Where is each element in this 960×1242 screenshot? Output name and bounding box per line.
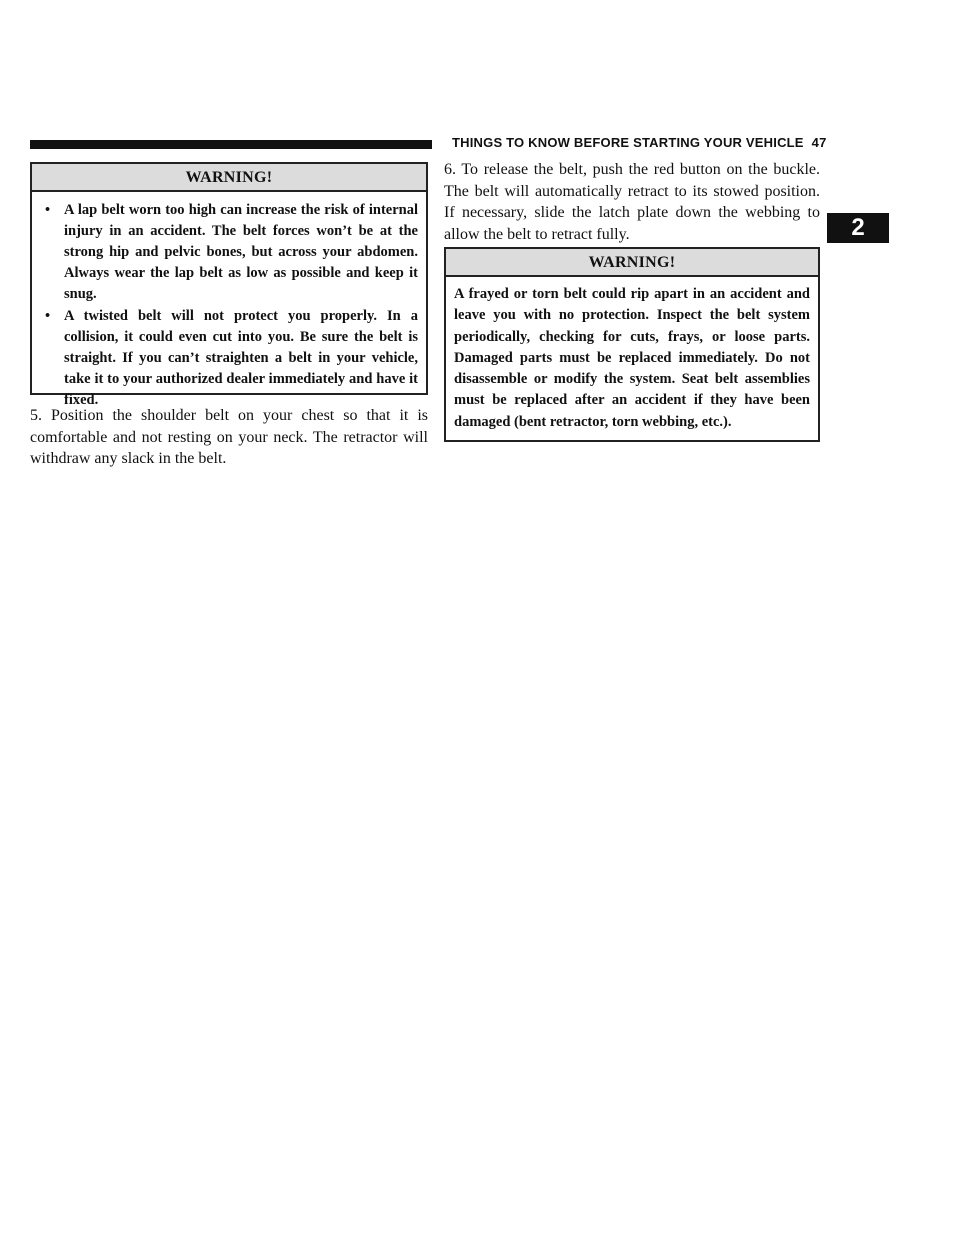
warning-bullet-text: A lap belt worn too high can increase the risk of internal injury in an accident. The belt forces won’t be at the strong hip and pelvic bones, but across your abdomen. Always wear the lap belt as low as possible and keep it snug. [64, 202, 418, 302]
warning-title: WARNING! [32, 164, 426, 192]
bullet-icon: • [45, 308, 51, 324]
warning-body-text: A frayed or torn belt could rip apart in an accident and leave you with no protection. Inspect the belt system periodically, checking for cuts, frays, or loose parts. Damaged parts must be replaced immediately. Do not disassemble or modify the system. Seat belt assemblies must be replaced after an accident if they have been damaged (bent retractor, torn webbing, etc.). [454, 286, 810, 430]
warning-bullet [42, 200, 418, 305]
warning-bullet-list [32, 192, 426, 411]
page-number: 47 [811, 135, 827, 150]
step-5-paragraph: 5. Position the shoulder belt on your chest so that it is comfortable and not resting on your neck. The retractor will withdraw any slack in the belt. [30, 407, 428, 467]
step-6-paragraph: 6. To release the belt, push the red button on the buckle. The belt will automatically retract to its stowed position. If necessary, slide the latch plate down the webbing to allow the belt to retract fully. [444, 161, 820, 243]
warning-bullet-text: A twisted belt will not protect you properly. In a collision, it could even cut into you. Be sure the belt is straight. If you can’t straighten a belt in your vehicle, take it to your authorized dealer immediately and have it fixed. [64, 308, 418, 408]
warning-bullet [42, 306, 418, 411]
running-header [452, 135, 827, 150]
warning-box-frayed-belt [444, 247, 820, 442]
bullet-icon: • [45, 202, 51, 218]
warning-title: WARNING! [446, 249, 818, 277]
warning-box-lap-belt [30, 162, 428, 408]
header-rule [30, 140, 432, 149]
chapter-tab: 2 [827, 213, 889, 243]
header-title: THINGS TO KNOW BEFORE STARTING YOUR VEHICLE [452, 135, 804, 150]
